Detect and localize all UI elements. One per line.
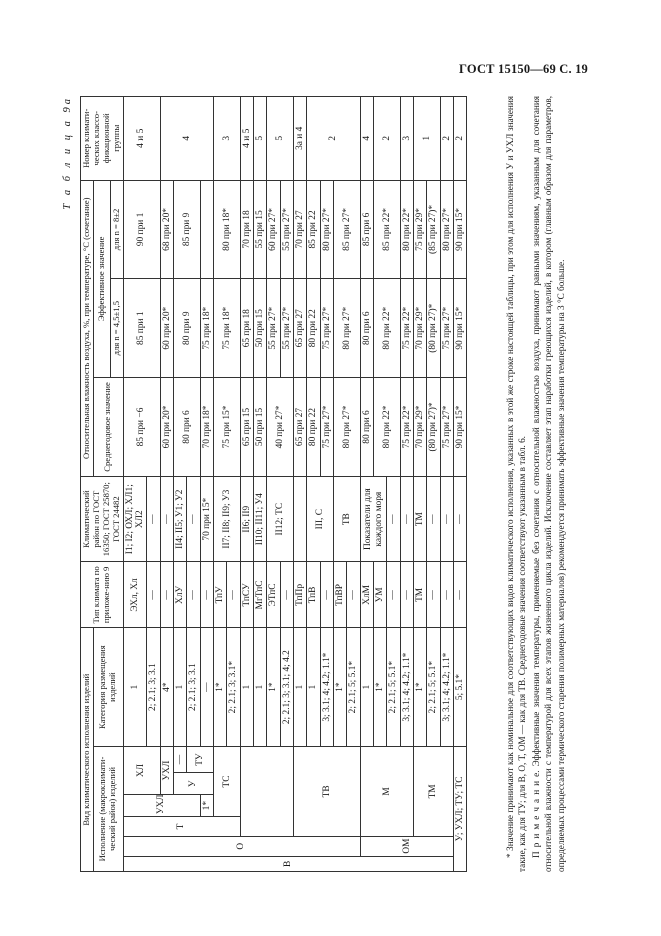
cell-kat: 1* — [200, 795, 213, 817]
cell-kat: 1 — [253, 628, 266, 747]
cell-eff2: (85 при 27)* — [427, 180, 440, 279]
cell-eff2: 75 при 18* — [200, 279, 213, 378]
header-eff: Эффективное значение — [93, 180, 110, 378]
cell-tip: — — [454, 562, 467, 628]
cell-eff1: 50 при 15 — [253, 279, 266, 378]
cell-rayon: III, С — [307, 476, 334, 562]
cell-rayon: — — [147, 476, 160, 562]
header-tip: Тип климата по приложе-нию 9 — [81, 562, 124, 628]
cell-sredn: 50 при 15 — [253, 378, 266, 477]
cell-kat: 4* — [160, 628, 173, 747]
cell-rayon: — — [387, 476, 400, 562]
cell-sredn: 75 при 27* — [440, 378, 453, 477]
cell-eff2: 70 при 27 — [293, 180, 306, 279]
cell-nomer: 4 и 5 — [240, 97, 253, 181]
cell-eff2: 55 при 15 — [253, 180, 266, 279]
label-m: М — [360, 746, 413, 836]
cell-kat: 1* — [414, 628, 427, 747]
cell-tip: ЭТпС — [267, 562, 280, 628]
cell-eff2: 85 при 27* — [334, 180, 361, 279]
cell-eff2: 90 при 15* — [454, 180, 467, 279]
cell-nomer: 4 — [160, 97, 213, 181]
cell-nomer: 2 — [374, 97, 401, 181]
cell-nomer: 4 — [360, 97, 373, 181]
cell-rayon: — — [454, 476, 467, 562]
cell-sredn: 60 при 20* — [160, 378, 173, 477]
header-eff1: для n = 4,5±1,5 — [110, 279, 123, 378]
cell-tip: — — [427, 562, 440, 628]
cell-nomer: 2 — [454, 97, 467, 181]
cell-eff2: 80 при 27* — [320, 180, 333, 279]
cell-eff1: 85 при 1 — [123, 279, 160, 378]
cell-rayon: Показатели для каждого моря — [360, 476, 387, 562]
cell-rayon: — — [200, 562, 213, 628]
cell-rayon: ТВ — [334, 476, 361, 562]
cell-tip: ТпУ — [213, 562, 226, 628]
cell-tip: ТпПр — [293, 562, 306, 628]
cell-rayon: — — [400, 476, 413, 562]
rotated-table-area — [62, 96, 576, 872]
cell-kat: 1* — [334, 628, 347, 747]
cell-dash: — — [173, 746, 186, 772]
cell-eff2: 90 при 1 — [123, 180, 160, 279]
cell-eff2: 70 при 18 — [240, 180, 253, 279]
cell-rayon: II10; II11; У4 — [253, 476, 266, 562]
label-ts: ТС — [213, 746, 240, 816]
cell-sredn: 65 при 15 — [240, 378, 253, 477]
cell-sredn: (80 при 27)* — [427, 378, 440, 477]
cell-eff1: 60 при 20* — [160, 279, 173, 378]
cell-eff1: 75 при 27* — [320, 279, 333, 378]
cell-tip: — — [200, 628, 213, 747]
cell-rayon: II7; II8; II9; У3 — [213, 476, 240, 562]
cell-tip: — — [280, 562, 293, 628]
cell-rayon: ТМ — [414, 476, 427, 562]
cell-nomer: 3а и 4 — [293, 97, 306, 181]
label-hl: ХЛ — [123, 746, 160, 794]
cell-rayon: II6; II9 — [240, 476, 253, 562]
cell-sredn: 70 при 15* — [200, 476, 213, 562]
cell-tip: ТпВР — [334, 562, 347, 628]
cell-tip: УМ — [374, 562, 387, 628]
cell-eff2: 85 при 6 — [360, 180, 373, 279]
label-ts-group — [240, 746, 293, 836]
cell-sredn: 75 при 15* — [213, 378, 240, 477]
cell-eff1: 70 при 29* — [414, 279, 427, 378]
cell-kat: 1* — [213, 628, 226, 747]
cell-tip: — — [227, 562, 240, 628]
cell-eff1: 65 при 18 — [240, 279, 253, 378]
cell-sredn: 80 при 22* — [374, 378, 401, 477]
cell-nomer: 1 — [414, 97, 441, 181]
header-eff2: для n = 8±2 — [110, 180, 123, 279]
cell-eff2: 80 при 27* — [440, 180, 453, 279]
footnote-asterisk: * Значение принимают как номинальное для соответствующих видов климатического исполнения, указанных в этой же строке настоящей таблицы, при этом для исполнения У и УХЛ значения такие, как для ТУ; для В, О, Т, ОМ — как для ТВ. Среднегодовые значения соответствуют указанным в табл. 6. — [505, 96, 528, 872]
cell-eff1: 75 при 18* — [213, 279, 240, 378]
cell-kat: 5; 5.1* — [454, 628, 467, 747]
cell-nomer: 5 — [267, 97, 294, 181]
cell-rayon: — — [427, 476, 440, 562]
header-vlazh: Относительная влажность воздуха, %, при температуре, °С (сочетание) — [81, 180, 94, 476]
cell-sredn: 75 при 27* — [320, 378, 333, 477]
cell-nomer: 3 — [213, 97, 240, 181]
cell-sredn: 70 при 29* — [414, 378, 427, 477]
cell-eff2: 85 при 22* — [374, 180, 401, 279]
cell-kat: 2; 2.1; 3; 3.1* — [227, 628, 240, 747]
header-rayon: Климатический район по ГОСТ 16350; ГОСТ 25870; ГОСТ 24482 — [81, 476, 124, 562]
cell-sredn: 85 при −6 — [123, 378, 160, 477]
label-om: ОМ — [360, 836, 453, 856]
header-group-vid: Вид климатического исполнения изделий — [81, 628, 94, 872]
cell-eff1: 80 при 6 — [360, 279, 373, 378]
cell-rayon: — — [160, 476, 173, 562]
cell-tip: ТпВ — [307, 562, 320, 628]
cell-tip: — — [320, 562, 333, 628]
cell-tip: ХлУ — [173, 562, 186, 628]
cell-kat: 2; 2.1; 3; 3.1; 4; 4.2 — [280, 628, 293, 747]
cell-sredn: 80 при 27* — [334, 378, 361, 477]
cell-kat: 1 — [123, 628, 147, 747]
cell-tip: — — [400, 562, 413, 628]
cell-eff1: 80 при 27* — [334, 279, 361, 378]
cell-eff2: 55 при 27* — [280, 180, 293, 279]
cell-tip: ЭХл, Хл — [123, 562, 147, 628]
label-u: У — [173, 773, 213, 795]
cell-sredn: 40 при 27* — [267, 378, 294, 477]
footnotes — [504, 96, 568, 872]
cell-kat: 3; 3.1; 4; 4.2; 1.1* — [320, 628, 333, 747]
cell-eff1: 55 при 27* — [280, 279, 293, 378]
cell-kat: 1 — [240, 628, 253, 747]
cell-sredn: 75 при 22* — [400, 378, 413, 477]
label-o: О — [123, 836, 360, 856]
cell-tip: — — [160, 562, 173, 628]
cell-rayon: — — [440, 476, 453, 562]
cell-kat: 1 — [173, 628, 186, 747]
cell-kat: 1 — [307, 628, 320, 747]
cell-eff1: 75 при 27* — [440, 279, 453, 378]
cell-kat: 2; 2.1; 3; 3.1 — [147, 628, 160, 747]
cell-nomer: 4 и 5 — [123, 97, 160, 181]
cell-tip: — — [440, 562, 453, 628]
cell-sredn: 90 при 15* — [454, 378, 467, 477]
cell-eff1: 70 при 18* — [200, 378, 213, 477]
label-tv: ТВ — [293, 746, 360, 836]
table-title: Т а б л и ц а 9а — [62, 96, 73, 210]
cell-kat: 3; 3.1; 4; 4.2; 1.1* — [400, 628, 413, 747]
cell-sredn: 80 при 6 — [173, 378, 200, 477]
cell-rayon — [293, 476, 306, 562]
cell-nomer: 2 — [440, 97, 453, 181]
cell-rayon: II4; II5; У1; У2 — [173, 476, 186, 562]
cell-eff1: 80 при 22 — [307, 279, 320, 378]
cell-tip: МгТпС — [253, 562, 266, 628]
cell-eff1: 80 при 9 — [173, 279, 200, 378]
cell-kat: 2; 2.1; 5; 5.1* — [347, 628, 360, 747]
cell-eff1: 55 при 27* — [267, 279, 280, 378]
cell-eff2: 60 при 27* — [267, 180, 280, 279]
cell-kat: 2; 2.1; 3; 3.1 — [187, 628, 200, 747]
cell-eff2: 68 при 20* — [160, 180, 173, 279]
note-primechanie: П р и м е ч а н и е. Эффективные значения температуры, применяемые без сочетания с относительной влажностью воздуха, принимают равными значениям, указанным для сочетания относительной влажности с температурой для всех этапов жизненного цикла изделий. Исключение составляет этап наработки греющихся изделий, в котором (главным образом для параметров, определяемых процессами термического старения полимерных материалов) рекомендуется принимать эффективные значения температуры на 3 °С больше. — [530, 96, 566, 872]
cell-eff1: 75 при 22* — [400, 279, 413, 378]
cell-rayon: I1; I2; ОХЛ; ХЛ1; ХЛ2 — [123, 476, 147, 562]
cell-tip: — — [387, 562, 400, 628]
cell-tip: ТпСУ — [240, 562, 253, 628]
label-tm: ТМ — [414, 746, 454, 836]
cell-eff1: 80 при 22* — [374, 279, 401, 378]
cell-tip: — — [347, 562, 360, 628]
cell-tip: ХлМ — [360, 562, 373, 628]
cell-tip: — — [147, 562, 160, 628]
cell-sredn: 65 при 27 — [293, 378, 306, 477]
header-nomer: Номер климати-ческих классо-фикационной группы — [81, 97, 124, 181]
cell-nomer: 3 — [400, 97, 413, 181]
cell-eff2: 75 при 29* — [414, 180, 427, 279]
page-header: ГОСТ 15150—69 С. 19 — [459, 62, 588, 76]
cell-rayon: II12; ТС — [267, 476, 294, 562]
header-sredn: Среднегодовое значение — [93, 378, 123, 477]
label-last: У; УХЛ; ТУ; ТС — [454, 746, 467, 871]
climate-table — [80, 96, 467, 872]
cell-kat: 2; 2.1; 5; 5.1* — [387, 628, 400, 747]
cell-eff2: 85 при 9 — [173, 180, 200, 279]
cell-tip: ТМ — [414, 562, 427, 628]
cell-rayon: — — [187, 476, 200, 562]
cell-kat: 2; 2.1; 5; 5.1* — [427, 628, 440, 747]
cell-eff2: 80 при 22* — [400, 180, 413, 279]
label-uhl: УХЛ — [123, 795, 200, 817]
label-tu: ТУ — [187, 746, 214, 772]
cell-sredn: 80 при 6 — [360, 378, 373, 477]
cell-kat: 1* — [374, 628, 387, 747]
cell-eff1: 65 при 27 — [293, 279, 306, 378]
cell-nomer: 2 — [307, 97, 360, 181]
cell-eff1: (80 при 27)* — [427, 279, 440, 378]
cell-tip: — — [187, 562, 200, 628]
cell-sredn: 80 при 22 — [307, 378, 320, 477]
cell-kat: 1 — [360, 628, 373, 747]
cell-eff1: 90 при 15* — [454, 279, 467, 378]
cell-kat: 1* — [267, 628, 280, 747]
cell-nomer: 5 — [253, 97, 266, 181]
header-ispoln: Исполнение (макроклимати-ческий район) изделий — [93, 746, 123, 871]
label-v: В — [123, 856, 454, 871]
label-uhl2: УХЛ — [160, 746, 173, 794]
cell-eff2: 80 при 18* — [213, 180, 240, 279]
label-t: Т — [123, 817, 240, 837]
header-kateg: Категория размещения изделий — [93, 628, 123, 747]
cell-kat: 3; 3.1; 4; 4.2; 1.1* — [440, 628, 453, 747]
cell-eff2: 85 при 22 — [307, 180, 320, 279]
cell-kat: 1 — [293, 628, 306, 747]
